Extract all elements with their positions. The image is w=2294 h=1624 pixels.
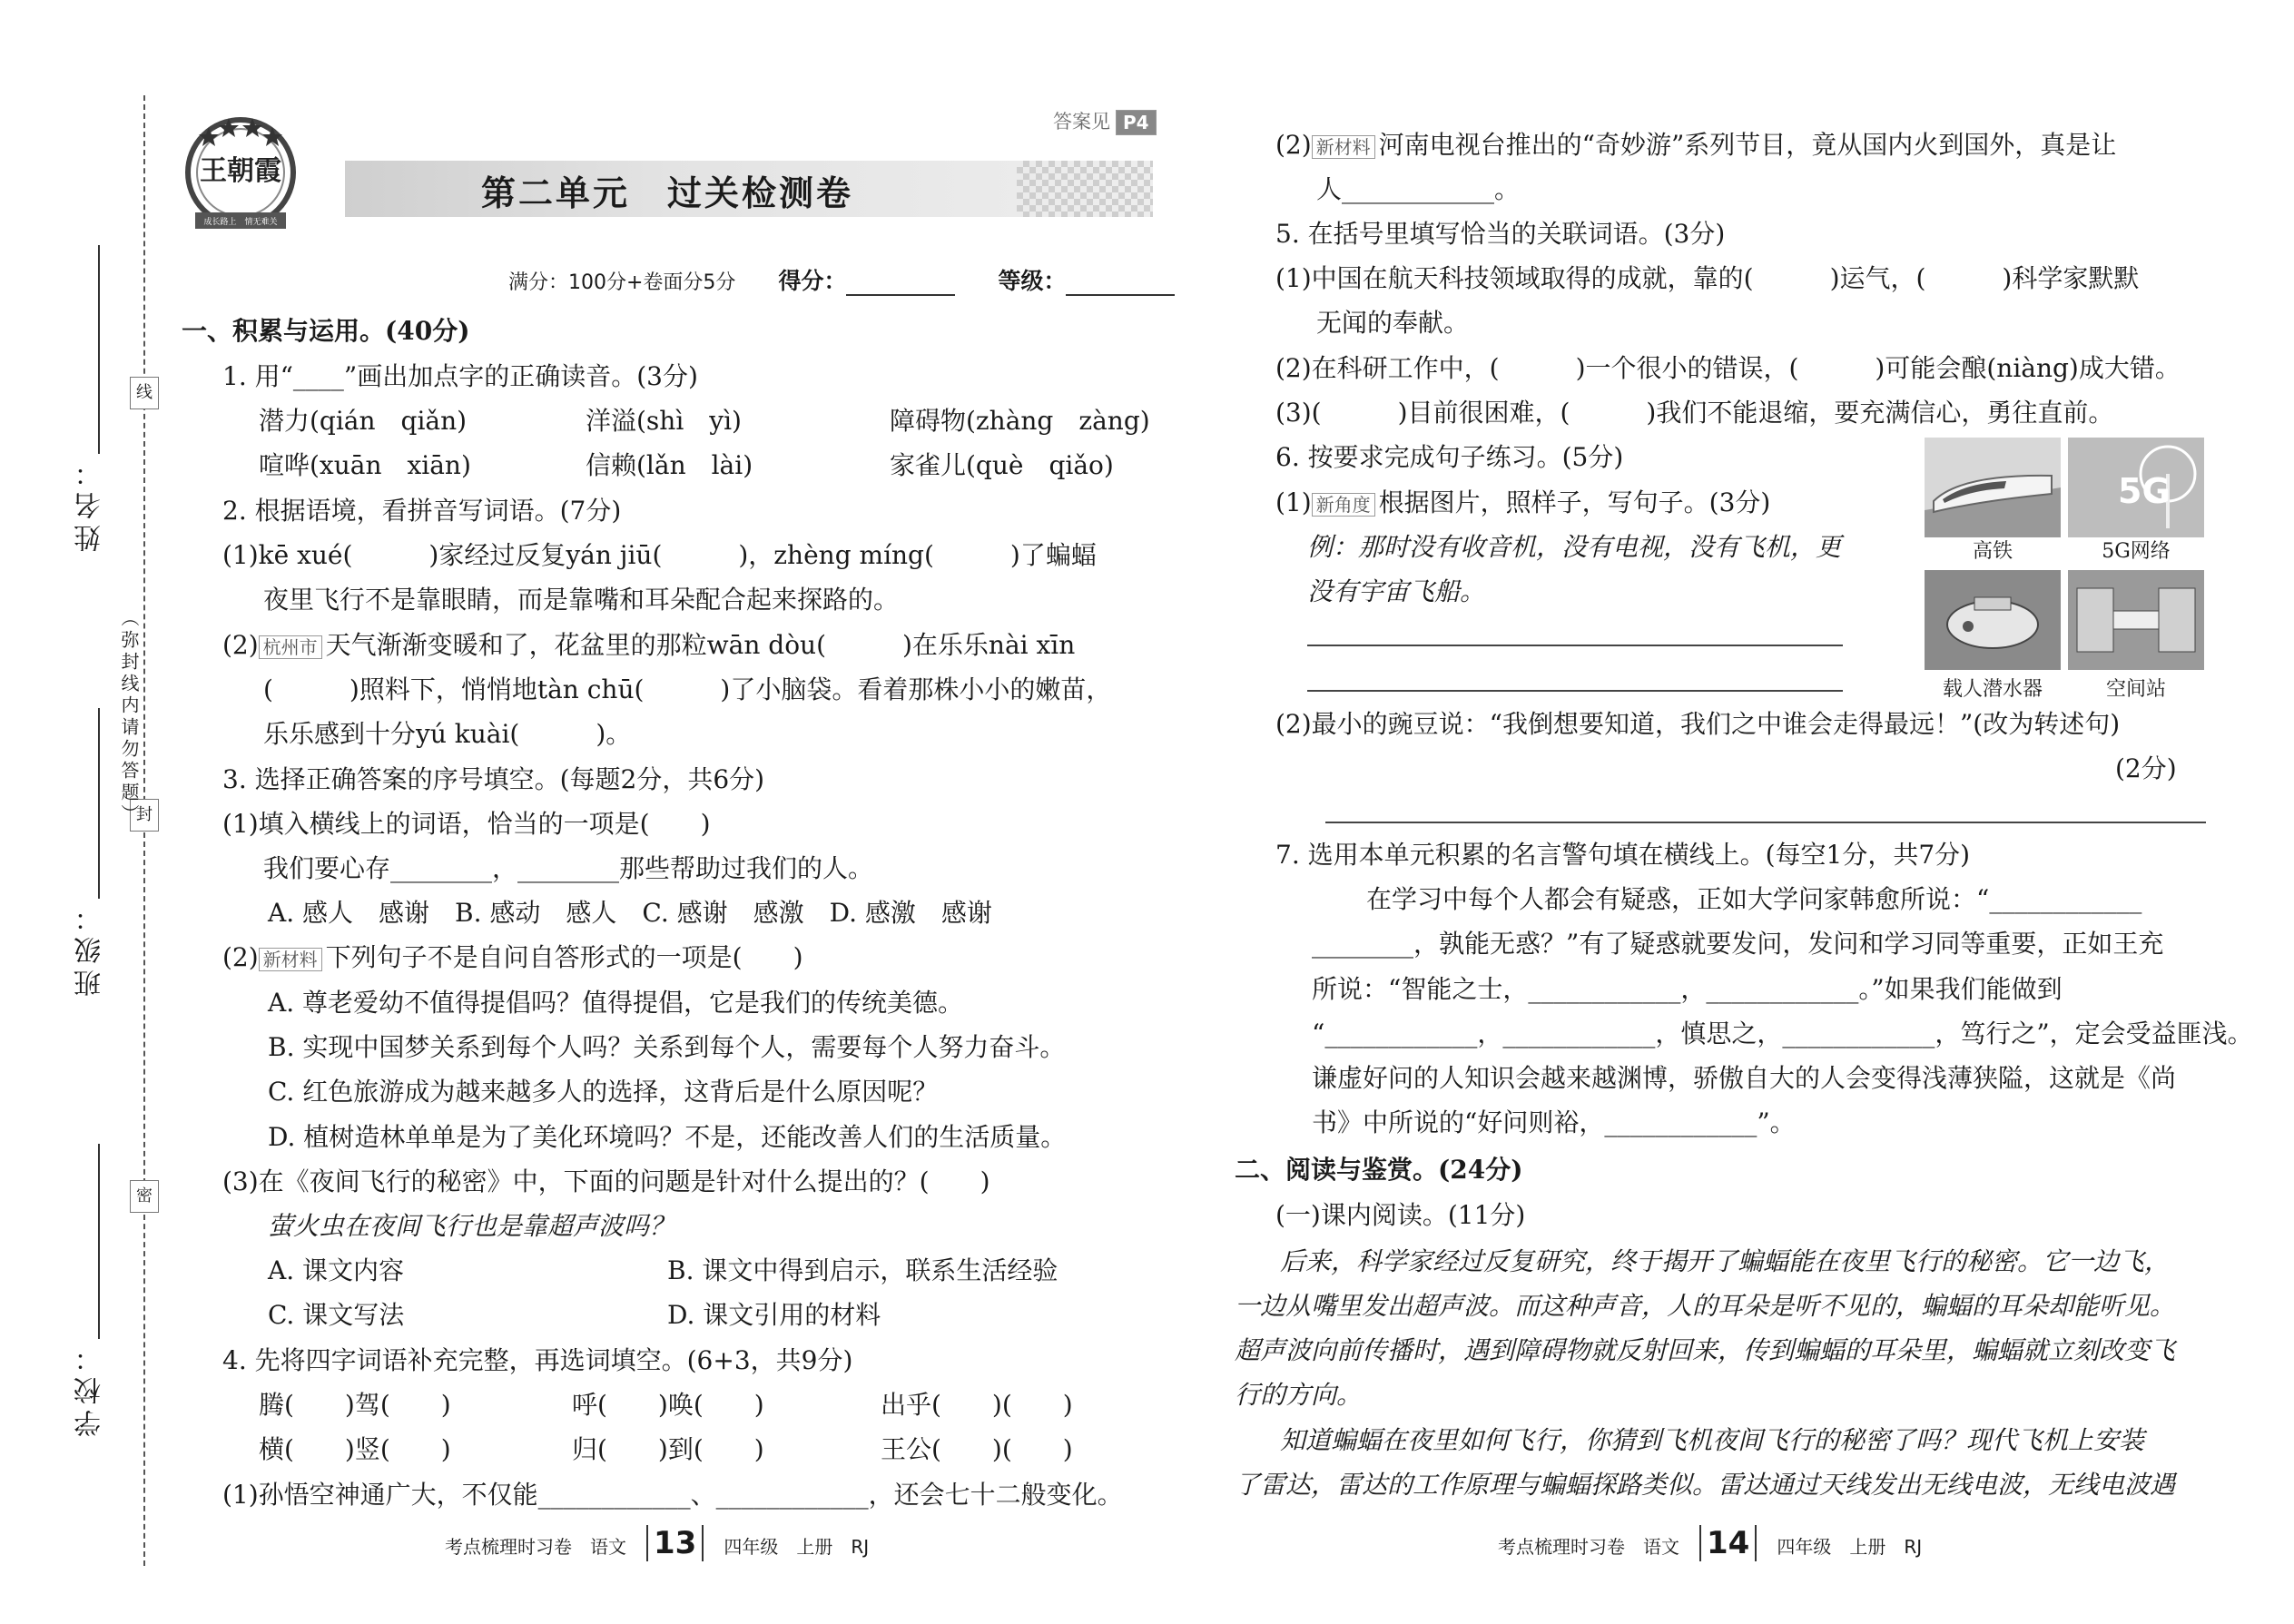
q3-2-option: D. 植树造林单单是为了美化环境吗？不是，还能改善人们的生活质量。 — [268, 1122, 1067, 1152]
q6-2-score: (2分) — [2115, 753, 2177, 783]
q2-1-line: (1)kē xué( )家经过反复yán jiū( )，zhèng míng( )了蝙蝠 — [222, 540, 1097, 570]
q1-item: 潜力(qián qiǎn) — [259, 406, 468, 436]
q4-1: (1)孙悟空神通广大，不仅能____________、____________，还会七十二般变化。 — [222, 1480, 1123, 1510]
section-2-heading: 二、阅读与鉴赏。(24分) — [1235, 1155, 1523, 1185]
q3-3-option: D. 课文引用的材料 — [667, 1300, 881, 1330]
page-title: 第二单元 过关检测卷 — [481, 173, 854, 213]
q7-line: “____________，____________，慎思之，____________，笃行之”，定会受益匪浅。 — [1312, 1019, 2253, 1048]
image-caption: 空间站 — [2105, 678, 2166, 701]
binding-margin — [0, 0, 154, 1624]
full-score: 满分：100分+卷面分5分 — [508, 271, 736, 294]
q7-line: 书》中所说的“好问则裕，____________”。 — [1312, 1107, 1796, 1137]
section-1-heading: 一、积累与运用。(40分) — [182, 316, 470, 346]
question-5: 5. 在括号里填写恰当的关联词语。(3分) — [1275, 219, 1726, 249]
reading-line: 后来，科学家经过反复研究，终于揭开了蝙蝠能在夜里飞行的秘密。它一边飞， — [1280, 1246, 2171, 1276]
q3-1-sentence: 我们要心存________，________那些帮助过我们的人。 — [263, 853, 874, 883]
source-tag: 新材料 — [259, 948, 322, 971]
answer-line[interactable] — [1325, 822, 2206, 823]
reading-line: 一边从嘴里发出超声波。而这种声音，人的耳朵是听不见的，蝙蝠的耳朵却能听见。 — [1235, 1291, 2176, 1321]
logo-subtitle: 成长路上 情无难关 — [203, 218, 278, 227]
publisher-logo-icon — [172, 102, 309, 238]
q4-idiom: 横( )竖( ) — [259, 1434, 451, 1464]
seal-mark-close: 密 — [130, 1180, 159, 1213]
school-label: 学校： — [74, 1339, 106, 1437]
question-7: 7. 选用本单元积累的名言警句填在横线上。(每空1分，共7分) — [1275, 840, 1971, 870]
q5-1: 无闻的奉献。 — [1316, 308, 1470, 338]
question-2: 2. 根据语境，看拼音写词语。(7分) — [222, 496, 622, 526]
q6-2: (2)最小的豌豆说：“我倒想要知道，我们之中谁会走得最远！”(改为转述句) — [1275, 709, 2121, 739]
source-tag: 新材料 — [1312, 135, 1375, 159]
reading-line: 了雷达，雷达的工作原理与蝙蝠探路类似。雷达通过天线发出无线电波，无线电波遇 — [1235, 1470, 2176, 1500]
answer-line[interactable] — [1307, 645, 1843, 646]
score-field[interactable] — [846, 271, 955, 296]
q5-2: (2)在科研工作中，( )一个很小的错误，( )可能会酿(niàng)成大错。 — [1275, 353, 2181, 383]
question-6: 6. 按要求完成句子练习。(5分) — [1275, 442, 1624, 472]
q4-2-line: 人____________。 — [1316, 174, 1521, 204]
question-4: 4. 先将四字词语补充完整，再选词填空。(6+3，共9分) — [222, 1345, 853, 1375]
q7-line: ________，孰能无惑？”有了疑惑就要发问，发问和学习同等重要，正如王充 — [1312, 929, 2164, 959]
grade-field[interactable] — [1066, 271, 1175, 296]
submersible-image — [1925, 570, 2061, 670]
footer-right: 考点梳理时习卷 语文 14 四年级 上册 RJ — [1498, 1525, 1923, 1561]
reading-line: 知道蝙蝠在夜里如何飞行，你猜到飞机夜间飞行的秘密了吗？现代飞机上安装 — [1280, 1425, 2145, 1455]
page-number: 14 — [1699, 1525, 1757, 1561]
q1-item: 喧哗(xuān xiān) — [259, 450, 471, 480]
answer-line[interactable] — [1307, 690, 1843, 692]
q1-item: 障碍物(zhàng zàng) — [890, 406, 1150, 436]
q7-line: 谦虚好问的人知识会越来越渊博，骄傲自大的人会变得浅薄狭隘，这就是《尚 — [1312, 1063, 2177, 1093]
q2-1-line: 夜里飞行不是靠眼睛，而是靠嘴和耳朵配合起来探路的。 — [263, 585, 900, 615]
q7-line: 所说：“智能之士，____________，____________。”如果我们能做到 — [1312, 974, 2063, 1004]
class-label: 班级： — [74, 899, 106, 997]
q3-3-sentence: 萤火虫在夜间飞行也是靠超声波吗？ — [268, 1211, 675, 1241]
school-field[interactable] — [98, 1144, 100, 1339]
q4-idiom: 呼( )唤( ) — [572, 1390, 764, 1420]
seal-note: （弥封线内请勿答题） — [118, 608, 140, 826]
q3-2-option: C. 红色旅游成为越来越多人的选择，这背后是什么原因呢？ — [268, 1077, 939, 1107]
name-field[interactable] — [98, 245, 100, 454]
name-label: 姓名： — [74, 454, 106, 552]
q4-idiom: 出乎( )( ) — [881, 1390, 1073, 1420]
reading-line: 超声波向前传播时，遇到障碍物就反射回来，传到蝙蝠的耳朵里，蝙蝠就立刻改变飞 — [1235, 1335, 2176, 1365]
5g-network-image — [2068, 438, 2204, 537]
image-caption: 高铁 — [1972, 540, 2013, 563]
image-caption: 载人潜水器 — [1942, 678, 2043, 701]
q3-3-option: C. 课文写法 — [268, 1300, 405, 1330]
q3-3-option: A. 课文内容 — [268, 1255, 405, 1285]
image-caption: 5G网络 — [2102, 540, 2171, 563]
q3-2-option: B. 实现中国梦关系到每个人吗？关系到每个人，需要每个人努力奋斗。 — [268, 1032, 1066, 1062]
seal-mark-seal: 封 — [130, 799, 159, 832]
answer-reference: 答案见 P4 — [1053, 107, 1160, 135]
q5-1: (1)中国在航天科技领域取得的成就，靠的( )运气，( )科学家默默 — [1275, 263, 2140, 293]
seal-mark-line: 线 — [130, 377, 159, 409]
score-label: 得分： — [778, 268, 847, 294]
q4-idiom: 王公( )( ) — [881, 1434, 1073, 1464]
q6-example: 例：那时没有收音机，没有电视，没有飞机，更 — [1307, 532, 1842, 562]
logo-text: 王朝霞 — [200, 155, 281, 187]
score-line — [508, 263, 1175, 296]
q4-idiom: 腾( )驾( ) — [259, 1390, 451, 1420]
q1-item: 洋溢(shì yì) — [586, 406, 742, 436]
source-tag: 杭州市 — [259, 635, 322, 659]
svg-text:5G: 5G — [2118, 471, 2171, 511]
high-speed-train-image — [1925, 438, 2061, 537]
footer-left: 考点梳理时习卷 语文 13 四年级 上册 RJ — [445, 1525, 870, 1561]
reading-line: 行的方向。 — [1235, 1380, 1363, 1410]
q7-line: 在学习中每个人都会有疑惑，正如大学问家韩愈所说：“____________ — [1366, 884, 2142, 914]
q1-item: 信赖(lǎn lài) — [586, 450, 753, 480]
question-1: 1. 用“____”画出加点字的正确读音。(3分) — [222, 361, 698, 391]
q4-2: (2) 新材料 河南电视台推出的“奇妙游”系列节目，竟从国内火到国外，真是让 — [1275, 130, 2117, 160]
q5-3: (3)( )目前很困难，( )我们不能退缩，要充满信心，勇往直前。 — [1275, 398, 2114, 428]
source-tag: 新角度 — [1312, 493, 1375, 517]
q6-1: (1) 新角度 根据图片，照样子，写句子。(3分) — [1275, 487, 1771, 517]
q3-2: (2) 新材料 下列句子不是自问自答形式的一项是( ) — [222, 942, 803, 972]
q3-3: (3)在《夜间飞行的秘密》中，下面的问题是针对什么提出的？( ) — [222, 1166, 990, 1196]
q6-example: 没有宇宙飞船。 — [1307, 576, 1486, 606]
q2-2-line: (2) 杭州市 天气渐渐变暖和了，花盆里的那粒wān dòu( )在乐乐nài xīn — [222, 630, 1076, 660]
section-2-1-heading: (一)课内阅读。(11分) — [1275, 1200, 1526, 1230]
q2-2-line: ( )照料下，悄悄地tàn chū( )了小脑袋。看着那株小小的嫩苗， — [263, 674, 1112, 704]
question-3: 3. 选择正确答案的序号填空。(每题2分，共6分) — [222, 764, 765, 794]
q2-2-line: 乐乐感到十分yú kuài( )。 — [263, 719, 632, 749]
class-field[interactable] — [98, 708, 100, 899]
q1-item: 家雀儿(què qiǎo) — [890, 450, 1114, 480]
q3-1-options: A. 感人 感谢 B. 感动 感人 C. 感谢 感激 D. 感激 感谢 — [268, 898, 992, 928]
q3-3-option: B. 课文中得到启示，联系生活经验 — [667, 1255, 1058, 1285]
q3-2-option: A. 尊老爱幼不值得提倡吗？值得提倡，它是我们的传统美德。 — [268, 988, 964, 1018]
page-number: 13 — [646, 1525, 704, 1561]
q4-idiom: 归( )到( ) — [572, 1434, 764, 1464]
space-station-image — [2068, 570, 2204, 670]
q3-1: (1)填入横线上的词语，恰当的一项是( ) — [222, 809, 711, 839]
grade-label: 等级： — [998, 268, 1067, 294]
answer-page-badge: P4 — [1116, 110, 1157, 135]
